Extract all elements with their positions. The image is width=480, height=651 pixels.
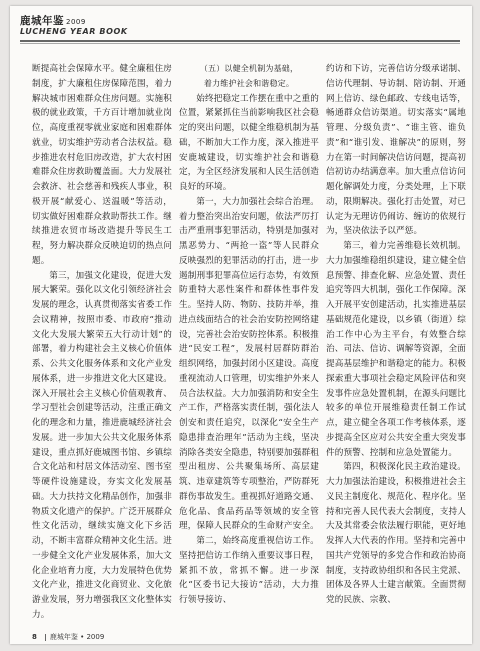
paragraph: 第四，积极深化民主政治建设。大力加强法治建设，积极推进社会主义民主制度化、规范化、程序化。坚持和完善人民代表大会制度，支持人大及其常委会依法履行职能，更好地发挥人大代表的作用。坚持和完善中国共产党领导的多党合作和政治协商制度，支持政协组织和各民主党派、团体及各界人士建言献策。全面贯彻党的民族、宗教、: [326, 462, 466, 605]
page-header: [20, 13, 460, 53]
page-footer: [32, 632, 104, 642]
footer-year: 2009: [86, 633, 105, 641]
paragraph: 始终把稳定工作摆在重中之重的位置，紧紧抓住当前影响我区社会稳定的突出问题，以健全维稳机制为基础，不断加大工作力度，深入推进平安鹿城建设，切实维护社会和谐稳定，为全区经济发展和人民生活创造良好的环境。: [179, 93, 319, 192]
page-number: 8: [32, 633, 37, 641]
text-column-2: [179, 62, 319, 608]
section-subheading: 着力维护社会和谐稳定。: [203, 78, 295, 88]
yearbook-title-cn: 鹿城年鉴: [20, 15, 64, 27]
paragraph: 第三，加强文化建设，促进大发展大繁荣。强化以文化引领经济社会发展的理念，认真贯彻落实省委工作会议精神，按照市委、市政府“推动文化大发展大繁荣五大行动计划”的部署，着力构建社会主义核心价值体系、公共文化服务体系和文化产业发展体系，进一步推进文化大区建设。深入开展社会主义核心价值观教育、学习型社会创建等活动，注重正确文化的理念和力量，推进鹿城经济社会发展。进一步加大公共文化服务体系建设，重点抓好鹿城图书馆、乡镇综合文化站和村居文体活动室、图书室等硬件设施建设，夯实文化发展基础。大力扶持文化精品创作，加强非物质文化遗产的保护。广泛开展群众性文化活动，继续实施文化下乡活动，不断丰富群众精神文化生活。进一步健全文化产业发展体系，加大文化企业培育力度，大力发展特色优势文化产业，推进文化商贸业、文化旅游业发展，努力增强我区文化整体实力。: [32, 270, 172, 620]
header-rule: [20, 40, 460, 42]
paragraph: 断提高社会保障水平。健全廉租住房制度，扩大廉租住房保障范围，着力解决城市困难群众住房问题。实施积极的就业政策，千方百计增加就业岗位，高度重视零就业家庭和困难群体就业，切实维护劳动者合法权益。稳步推进农村危旧房改造，扩大农村困难群众住房救助覆盖面。大力发展社会救济、社会慈善和残疾人事业，积极开展“献爱心、送温暖”等活动，切实做好困难群众救助帮扶工作。继续推进农贸市场改造提升等民生工程，努力解决群众反映迫切的热点问题。: [32, 64, 172, 266]
paragraph: 约访和下访，完善信访分级承诺制、信访代理制、导访制、陪访制、开通网上信访、绿色邮政、专线电话等，畅通群众信访渠道。切实落实“属地管理、分级负责”、“谁主管、谁负责”和“谁引发、谁解决”的原则，努力在第一时间解决信访问题，提高初信初访办结满意率。加大重点信访问题化解调处力度，分类处理，上下联动，限期解决。强化打击处置，对已认定为无理访仍闹访、缠访的依规行为，坚决依法予以严惩。: [326, 64, 466, 237]
footer-divider: [45, 634, 46, 641]
text-column-1: [32, 62, 172, 623]
footer-book-title: 鹿城年鉴: [49, 633, 78, 641]
paragraph: 第三，着力完善维稳长效机制。大力加强维稳组织建设，建立健全信息预警、排查化解、应急处置、责任追究等四大机制，强化工作保障。深入开展平安创建活动，扎实推进基层基础规范化建设，以乡镇（街道）综治工作中心为主平台，有效整合综治、司法、信访、调解等资源，全面提高基层维护和谐稳定的能力。积极探索重大事项社会稳定风险评估和突发事件应急处置机制，在源头问题比较多的单位开展维稳责任制工作试点，建立健全各项工作考核体系，逐步提高全区应对公共安全重大突发事件的预警、控制和应急处置能力。: [326, 241, 466, 458]
paragraph: 第一，大力加强社会综合治理。着力整治突出治安问题，依法严厉打击严重刑事犯罪活动，特别是加强对黑恶势力、“两抢一盗”等人民群众反映强烈的犯罪活动的打击，进一步遏制刑事犯罪高位运行态势，有效预防重特大恶性案件和群体性事件发生。坚持人防、物防、技防并举，推进点线面结合的社会治安防控网络建设，完善社会治安防控体系。积极推进“民安工程”，发展村居群防群治组织网络，加强封闭小区建设。高度重视流动人口管理，切实维护外来人员合法权益。大力加强消防和安全生产工作，严格落实责任制，强化法人创安和责任追究，以深化“安全生产隐患排查治理年”活动为主线，坚决消除各类安全隐患，特别要加强群租型出租房、公共聚集场所、高层建筑、违章建筑等专项整治，严防群死群伤事故发生。重视抓好道路交通、危化品、食品药品等领域的安全管理，保障人民群众的生命财产安全。: [179, 196, 319, 532]
header-rule-thin: [20, 43, 460, 44]
section-subheading: （五）以健全机制为基础，: [199, 64, 299, 73]
footer-dot: •: [77, 633, 87, 641]
document-page: [10, 6, 472, 644]
yearbook-title-en: LUCHENG YEAR BOOK: [20, 27, 128, 36]
yearbook-year: 2009: [66, 18, 86, 26]
paragraph: 第二，始终高度重视信访工作。坚持把信访工作纳入重要议事日程，紧抓不放，常抓不懈。进一步深化“区委书记大接访”活动，大力推行领导接访、: [179, 536, 319, 605]
text-column-3: [326, 62, 466, 608]
yearbook-title: [20, 13, 86, 28]
